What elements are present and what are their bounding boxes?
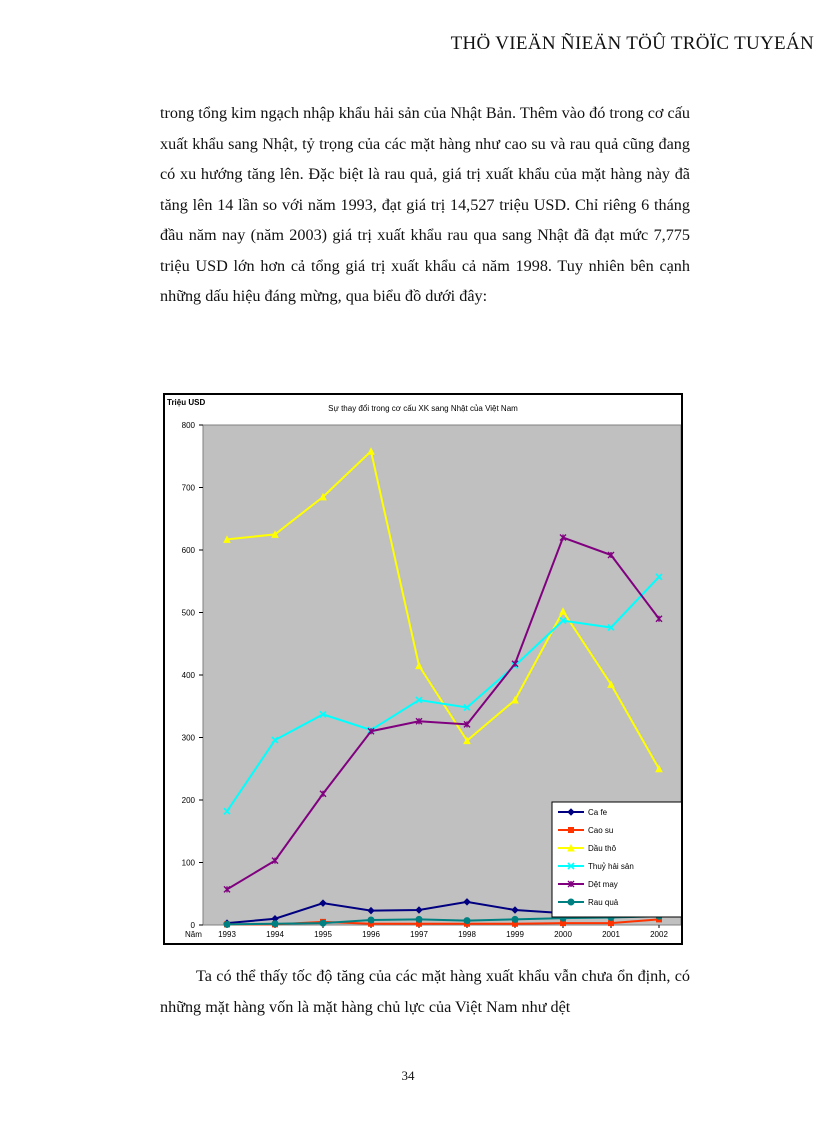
x-tick-label: 1996 — [362, 930, 380, 939]
legend-label: Ca fe — [588, 808, 608, 817]
y-tick-label: 700 — [181, 483, 195, 493]
data-point — [609, 921, 614, 926]
data-point — [224, 921, 230, 927]
y-axis-title: Triệu USD — [167, 398, 206, 407]
paragraph-intro: trong tổng kim ngạch nhập khẩu hải sản của Nhật Bản. Thêm vào đó trong cơ cấu xuất khẩu sang Nhật, tỷ trọng của các mặt hàng như cao su và rau quả cũng đang có xu hướng tăng lên. Đặc biệt là rau quả, giá trị xuất khẩu của mặt hàng này đã tăng lên 14 lần so với năm 1993, đạt giá trị 14,527 triệu USD. Chỉ riêng 6 tháng đầu năm nay (năm 2003) giá trị xuất khẩu rau qua sang Nhật đã đạt mức 7,775 triệu USD lớn hơn cả tổng giá trị xuất khẩu cả năm 1998. Tuy nhiên bên cạnh những dấu hiệu đáng mừng, qua biểu đồ dưới đây: — [160, 104, 690, 305]
x-tick-label: 2000 — [554, 930, 572, 939]
y-tick-label: 200 — [181, 796, 195, 805]
x-tick-label: 1993 — [218, 930, 236, 939]
y-tick-label: 0 — [190, 921, 195, 930]
x-tick-label: 2002 — [650, 930, 668, 939]
page-number: 34 — [401, 1068, 415, 1083]
export-chart — [163, 393, 683, 945]
legend-marker — [569, 828, 574, 833]
y-tick-label: 400 — [181, 671, 195, 680]
legend-label: Thuỷ hải sản — [588, 862, 634, 871]
library-header: THÖ VIEÄN ÑIEÄN TÖÛ TRÖÏC TUYEÁN — [450, 33, 814, 54]
x-axis-title: Năm — [185, 930, 202, 939]
legend-marker — [568, 899, 574, 905]
data-point — [368, 917, 374, 923]
legend-label: Dệt may — [588, 880, 618, 889]
legend-label: Rau quả — [588, 898, 619, 907]
data-point — [272, 921, 278, 927]
chart-title: Sự thay đổi trong cơ cấu XK sang Nhật của Việt Nam — [328, 404, 518, 413]
legend-label: Dầu thô — [588, 844, 617, 853]
x-tick-label: 1995 — [314, 930, 332, 939]
x-tick-label: 1997 — [410, 930, 428, 939]
x-tick-label: 1998 — [458, 930, 476, 939]
y-tick-label: 600 — [181, 546, 195, 555]
y-tick-label: 500 — [181, 608, 195, 618]
data-point — [416, 916, 422, 922]
y-tick-label: 800 — [181, 421, 195, 430]
chart-svg — [165, 395, 681, 943]
legend-label: Cao su — [588, 826, 614, 835]
x-tick-label: 1994 — [266, 930, 284, 939]
x-tick-label: 1999 — [506, 930, 524, 939]
paragraph-analysis: Ta có thể thấy tốc độ tăng của các mặt hàng xuất khẩu vẫn chưa ổn định, có những mặt hàng vốn là mặt hàng chủ lực của Việt Nam như dệt — [160, 967, 690, 1016]
x-tick-label: 2001 — [602, 930, 620, 939]
data-point — [512, 916, 518, 922]
data-point — [464, 918, 470, 924]
y-tick-label: 100 — [181, 858, 195, 868]
data-point — [320, 920, 326, 926]
y-tick-label: 300 — [181, 733, 195, 743]
